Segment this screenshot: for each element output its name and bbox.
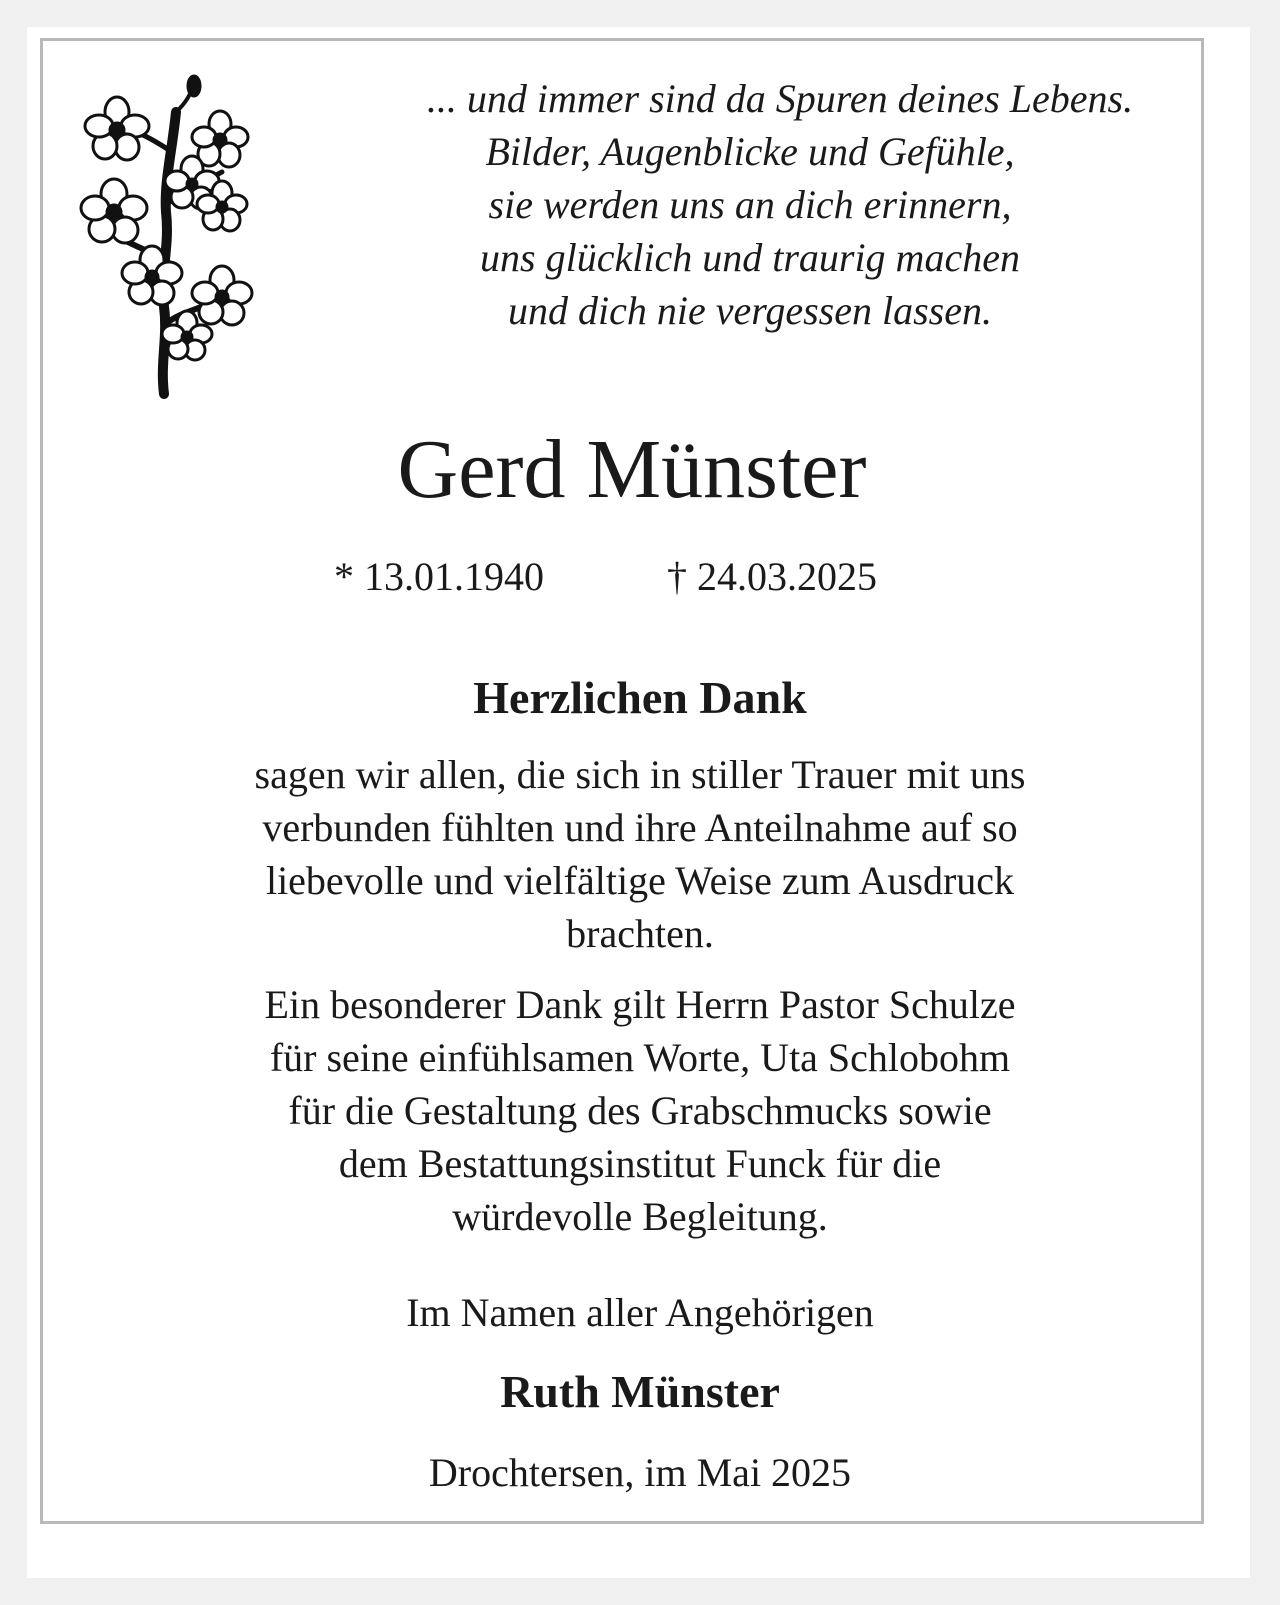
paragraph-line: für die Gestaltung des Grabschmucks sowie xyxy=(288,1088,992,1133)
paragraph-line: verbunden fühlten und ihre Anteilnahme auf so xyxy=(262,805,1018,850)
paragraph-line: würdevolle Begleitung. xyxy=(452,1194,828,1239)
place-and-date: Drochtersen, im Mai 2025 xyxy=(428,1450,852,1495)
paragraph-line: für seine einfühlsamen Worte, Uta Schlobohm xyxy=(269,1035,1011,1080)
paragraph-line: liebevolle und vielfältige Weise zum Ausdruck xyxy=(265,858,1015,903)
verse-line: und dich nie vergessen lassen. xyxy=(508,288,992,333)
closing-line: Im Namen aller Angehörigen xyxy=(406,1290,874,1335)
birth-date: * 13.01.1940 xyxy=(334,554,544,599)
verse-line: sie werden uns an dich erinnern, xyxy=(488,182,1012,227)
deceased-name-text: Gerd Münster xyxy=(397,423,867,516)
thanks-heading: Herzlichen Dank xyxy=(473,672,807,723)
thanks-paragraph-1 xyxy=(40,748,1240,960)
death-date: † 24.03.2025 xyxy=(667,554,877,599)
thanks-paragraph-2 xyxy=(40,978,1240,1243)
paragraph-line: Ein besonderer Dank gilt Herrn Pastor Schulze xyxy=(264,982,1016,1027)
deceased-name xyxy=(0,410,1280,530)
verse-line: ... und immer sind da Spuren deines Lebens. xyxy=(426,76,1134,121)
verse-line: uns glücklich und traurig machen xyxy=(480,235,1020,280)
verse-line: Bilder, Augenblicke und Gefühle, xyxy=(485,129,1015,174)
paragraph-line: sagen wir allen, die sich in stiller Trauer mit uns xyxy=(254,752,1026,797)
memorial-verse xyxy=(300,72,1200,337)
paragraph-line: brachten. xyxy=(566,911,714,956)
paragraph-line: dem Bestattungsinstitut Funck für die xyxy=(338,1141,942,1186)
life-dates xyxy=(0,552,1280,602)
blossom-branch-icon xyxy=(72,72,267,402)
signer-name: Ruth Münster xyxy=(500,1366,780,1417)
